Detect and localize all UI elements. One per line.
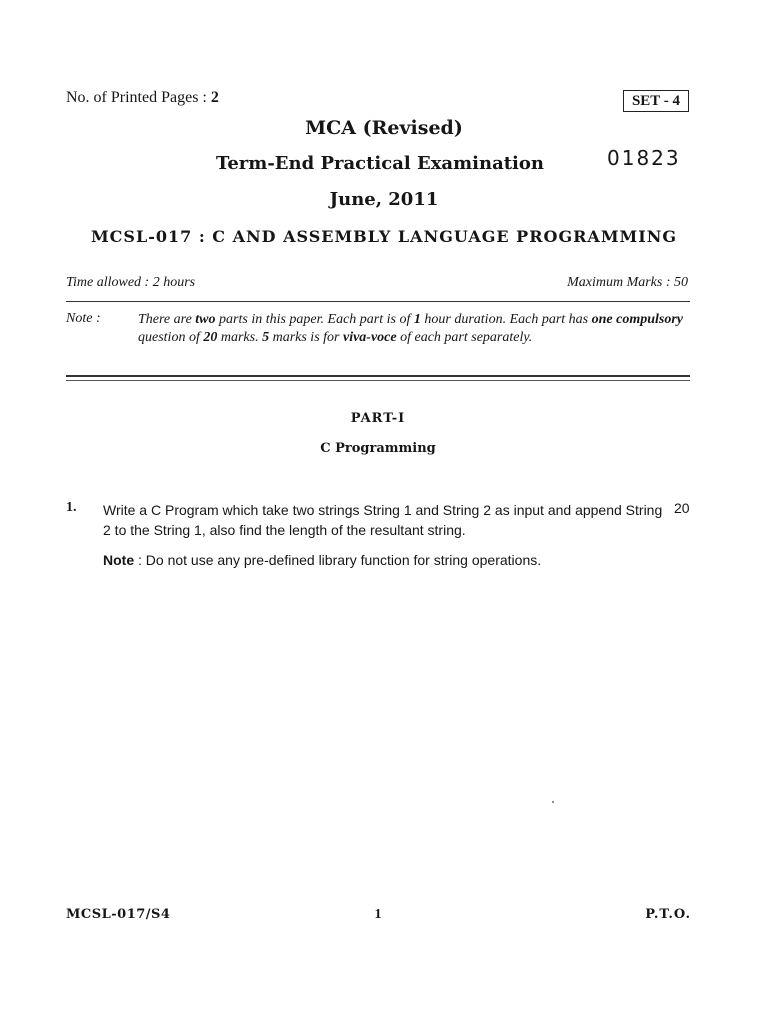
printed-pages-label: No. of Printed Pages : [66, 89, 207, 106]
session-date: June, 2011 [329, 189, 439, 210]
time-allowed: Time allowed : 2 hours [66, 275, 196, 290]
question-number: 1. [66, 500, 77, 515]
double-rule-top [66, 375, 690, 377]
footer-pto: P.T.O. [645, 907, 691, 922]
question-note-text: : Do not use any pre-defined library function for string operations. [134, 552, 542, 568]
paper-code-number: 01823 [607, 146, 681, 170]
course-title: MCSL-017 : C AND ASSEMBLY LANGUAGE PROGRAMMING [90, 227, 678, 246]
note-text: There are two parts in this paper. Each part is of 1 hour duration. Each part has one compulsory question of 20 marks. 5 marks is for viva-voce of each part separately. [138, 312, 684, 345]
footer-page-number: 1 [374, 907, 382, 922]
printed-pages-value: 2 [210, 89, 219, 106]
maximum-marks: Maximum Marks : 50 [567, 275, 688, 290]
program-title: MCA (Revised) [305, 117, 463, 139]
printed-pages-line [66, 89, 219, 107]
set-badge: SET - 4 [623, 90, 689, 112]
question-text: Write a C Program which take two strings String 1 and String 2 as input and append String 2 to the String 1, also find the length of the resultant string. [103, 502, 663, 538]
question-note [103, 552, 663, 568]
question-marks: 20 [674, 500, 690, 516]
double-rule-bottom [66, 380, 690, 381]
footer-paper-code: MCSL-017/S4 [66, 907, 171, 922]
part-subheading: C Programming [320, 441, 436, 456]
scan-speck [552, 801, 554, 803]
divider-line [66, 301, 690, 302]
question-note-label: Note [103, 552, 135, 568]
part-heading: PART-I [350, 411, 406, 426]
exam-title: Term-End Practical Examination [216, 153, 544, 174]
note-label: Note : [66, 311, 101, 326]
